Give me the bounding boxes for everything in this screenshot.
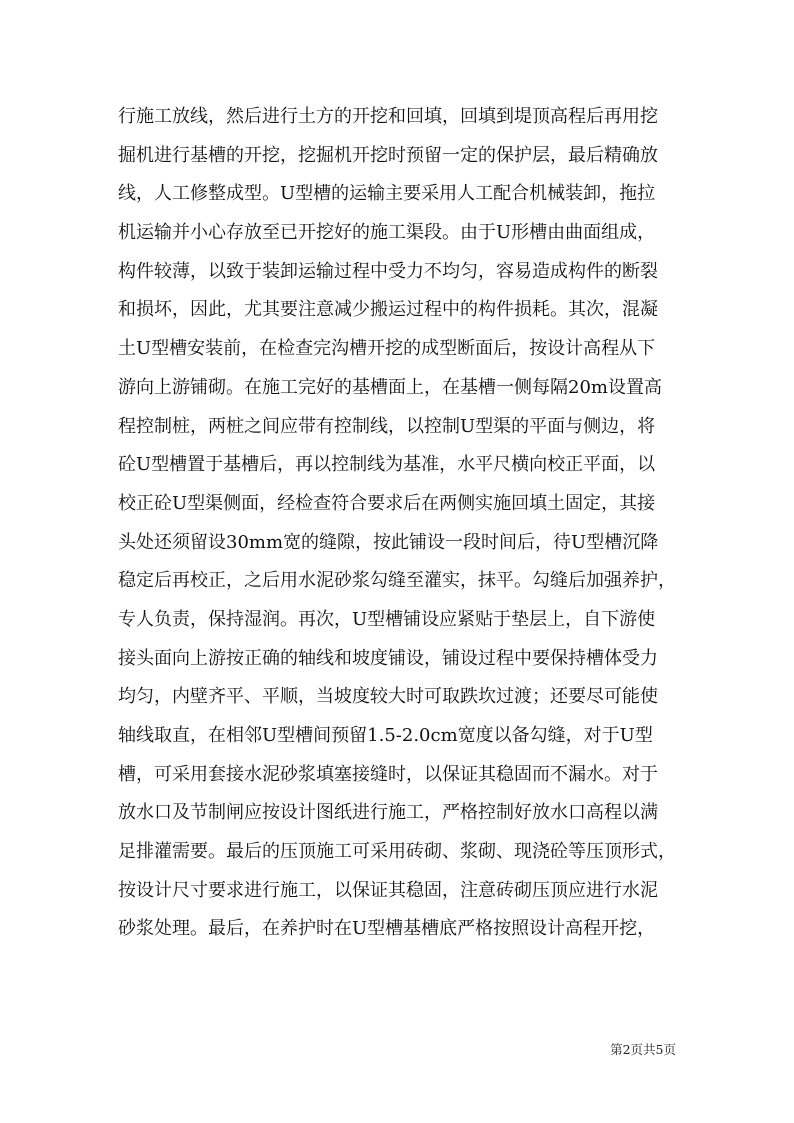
text-line: 校正砼U型渠侧面，经检查符合要求后在两侧实施回填土固定，其接 [118,492,656,514]
text-line: 砼U型槽置于基槽后，再以控制线为基准，水平尺横向校正平面，以 [118,454,656,476]
text-line: 均匀，内壁齐平、平顺，当坡度较大时可取跌坎过渡；还要尽可能使 [118,686,658,708]
text-line: 放水口及节制闸应按设计图纸进行施工，严格控制好放水口高程以满 [118,802,658,824]
text-line: 槽，可采用套接水泥砂浆填塞接缝时，以保证其稳固而不漏水。对于 [118,763,658,785]
text-line: 土U型槽安装前，在检查完沟槽开挖的成型断面后，按设计高程从下 [118,338,656,360]
text-line: 构件较薄，以致于装卸运输过程中受力不均匀，容易造成构件的断裂 [118,260,658,282]
text-line: 稳定后再校正，之后用水泥砂浆勾缝至灌实，抹平。勾缝后加强养护， [118,570,676,592]
body-text [118,98,688,949]
page-number: 第2页共5页 [610,1042,676,1057]
text-line: 程控制桩，两桩之间应带有控制线，以控制U型渠的平面与侧边，将 [118,415,656,437]
text-line: 和损坏，因此，尤其要注意减少搬运过程中的构件损耗。其次，混凝 [118,299,658,321]
text-line: 头处还须留设30mm宽的缝隙，按此铺设一段时间后，待U型槽沉降 [118,531,659,553]
text-line: 专人负责，保持湿润。再次，U型槽铺设应紧贴于垫层上，自下游使 [118,608,656,630]
text-line: 按设计尺寸要求进行施工，以保证其稳固，注意砖砌压顶应进行水泥 [118,879,658,901]
text-line: 掘机进行基槽的开挖，挖掘机开挖时预留一定的保护层，最后精确放 [118,144,658,166]
text-line: 接头面向上游按正确的轴线和坡度铺设，铺设过程中要保持槽体受力 [118,647,658,669]
text-line: 砂浆处理。最后，在养护时在U型槽基槽底严格按照设计高程开挖， [118,918,656,940]
text-line: 足排灌需要。最后的压顶施工可采用砖砌、浆砌、现浇砼等压顶形式， [118,841,676,863]
text-line: 游向上游铺砌。在施工完好的基槽面上，在基槽一侧每隔20m设置高 [118,376,662,398]
text-line: 线，人工修整成型。U型槽的运输主要采用人工配合机械装卸，拖拉 [118,183,656,205]
text-line: 行施工放线，然后进行土方的开挖和回填，回填到堤顶高程后再用挖 [118,106,658,127]
text-line: 轴线取直，在相邻U型槽间预留1.5-2.0cm宽度以备勾缝，对于U型 [118,725,653,746]
text-line: 机运输并小心存放至已开挖好的施工渠段。由于U形槽由曲面组成， [118,222,656,244]
